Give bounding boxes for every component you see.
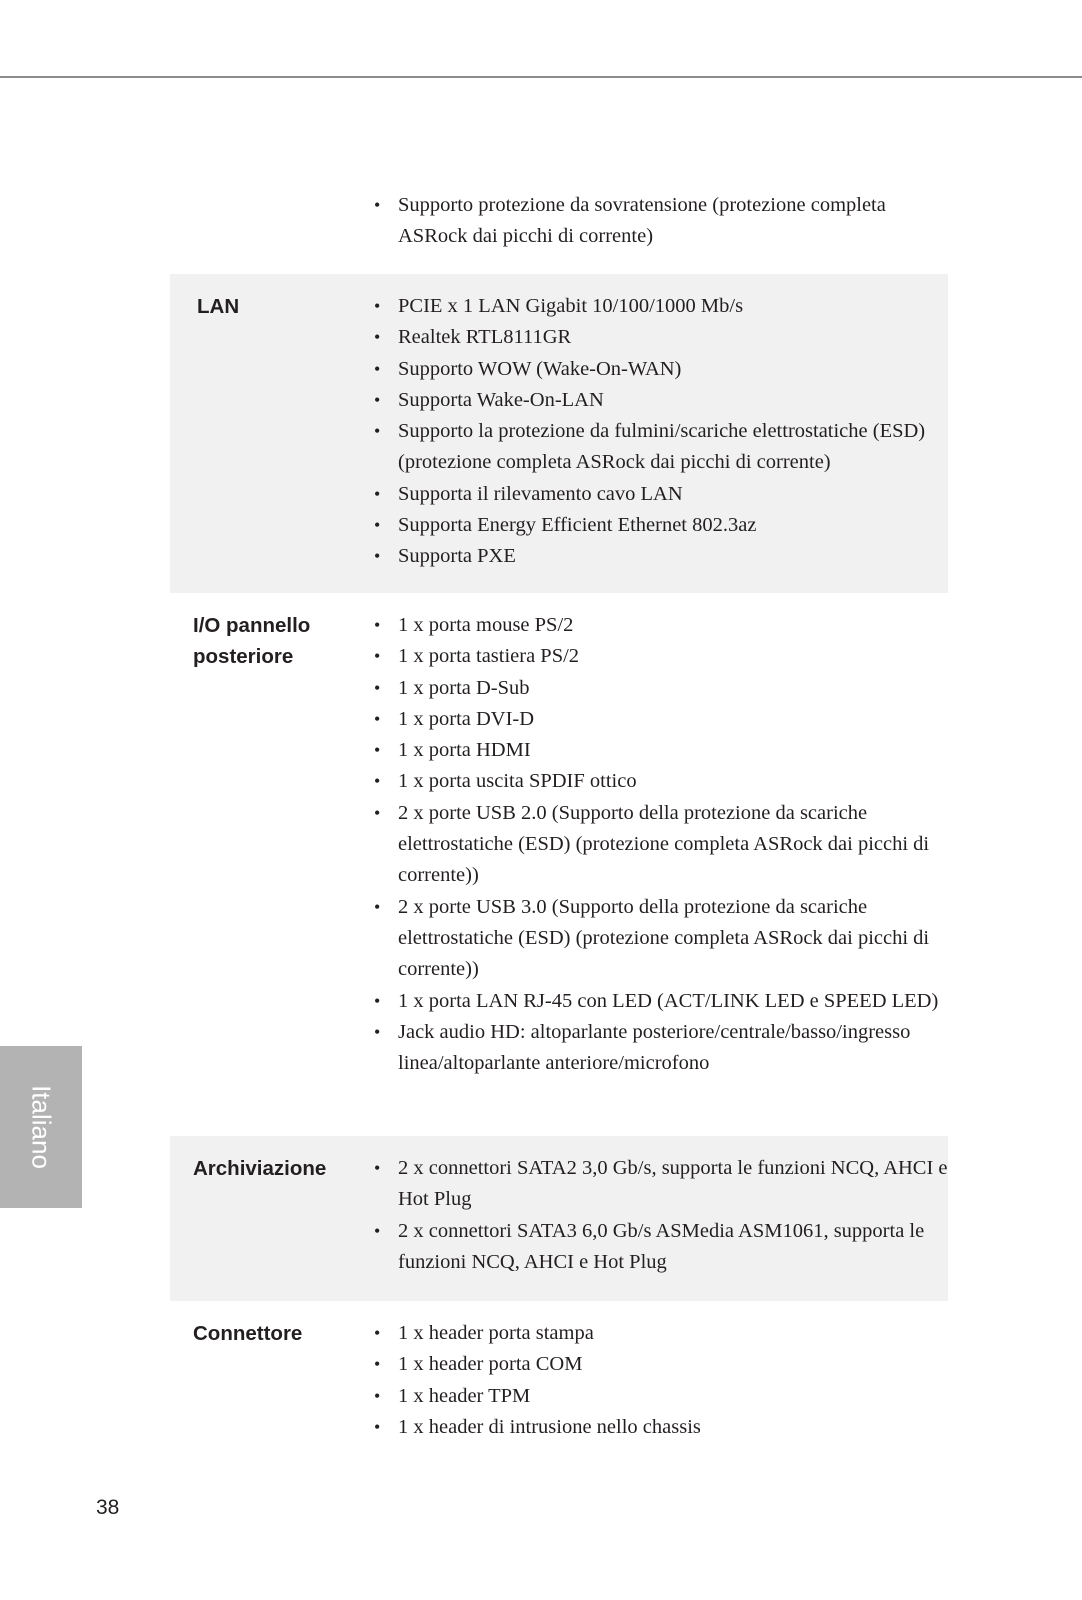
list-item: • Realtek RTL8111GR [374, 322, 948, 353]
language-tab [0, 1046, 82, 1208]
list-item: • Supporta Wake-On-LAN [374, 385, 948, 416]
list-item: • 2 x porte USB 2.0 (Supporto della protezione da scariche elettrostatiche (ESD) (protezione completa ASRock dai picchi di corrente)) [374, 798, 948, 892]
list-item: • 1 x header di intrusione nello chassis [374, 1412, 948, 1443]
list-item: • Supporta il rilevamento cavo LAN [374, 479, 948, 510]
list-item: • 1 x porta DVI-D [374, 704, 948, 735]
list-item: • 1 x header porta COM [374, 1349, 948, 1380]
spec-label: LAN [197, 295, 240, 318]
spec-items [374, 291, 948, 593]
list-item: • 1 x porta mouse PS/2 [374, 610, 948, 641]
header-rule [0, 76, 1082, 78]
list-item: • PCIE x 1 LAN Gigabit 10/100/1000 Mb/s [374, 291, 948, 322]
list-item: • Supporto protezione da sovratensione (protezione completa ASRock dai picchi di corrente) [374, 190, 948, 253]
page-number: 38 [96, 1496, 120, 1519]
intro-continuation [170, 190, 948, 253]
list-item: • 1 x porta uscita SPDIF ottico [374, 766, 948, 797]
list-item: • 1 x header TPM [374, 1381, 948, 1412]
list-item: • 1 x porta HDMI [374, 735, 948, 766]
intro-list [374, 190, 948, 253]
language-tab-label: Italiano [26, 1085, 57, 1169]
list-item: • 1 x porta tastiera PS/2 [374, 641, 948, 672]
list-item: • 2 x porte USB 3.0 (Supporto della protezione da scariche elettrostatiche (ESD) (protezione completa ASRock dai picchi di corrente)) [374, 892, 948, 986]
spec-row-storage [170, 1136, 948, 1301]
list-item: • Jack audio HD: altoparlante posteriore/centrale/basso/ingresso linea/altoparlante anteriore/microfono [374, 1017, 948, 1080]
spec-row-connector [170, 1301, 948, 1461]
list-item: • 2 x connettori SATA3 6,0 Gb/s ASMedia ASM1061, supporta le funzioni NCQ, AHCI e Hot Plug [374, 1216, 948, 1279]
spec-label: Connettore [193, 1322, 303, 1345]
spec-items [374, 610, 948, 1136]
list-item: • Supporta PXE [374, 541, 948, 572]
list-item: • Supporto la protezione da fulmini/scariche elettrostatiche (ESD) (protezione completa ASRock dai picchi di corrente) [374, 416, 948, 479]
list-item: • Supporto WOW (Wake-On-WAN) [374, 354, 948, 385]
spec-items [374, 1153, 948, 1301]
list-item: • 1 x porta LAN RJ-45 con LED (ACT/LINK LED e SPEED LED) [374, 986, 948, 1017]
spec-row-lan [170, 274, 948, 593]
list-item: • Supporta Energy Efficient Ethernet 802.3az [374, 510, 948, 541]
list-item: • 1 x porta D-Sub [374, 673, 948, 704]
spec-row-rear-io [170, 593, 948, 1136]
spec-items [374, 1318, 948, 1461]
spec-label: Archiviazione [193, 1157, 327, 1180]
list-item: • 1 x header porta stampa [374, 1318, 948, 1349]
spec-label: I/O pannello posteriore [193, 614, 311, 668]
spec-table [170, 274, 948, 1461]
list-item: • 2 x connettori SATA2 3,0 Gb/s, supporta le funzioni NCQ, AHCI e Hot Plug [374, 1153, 948, 1216]
